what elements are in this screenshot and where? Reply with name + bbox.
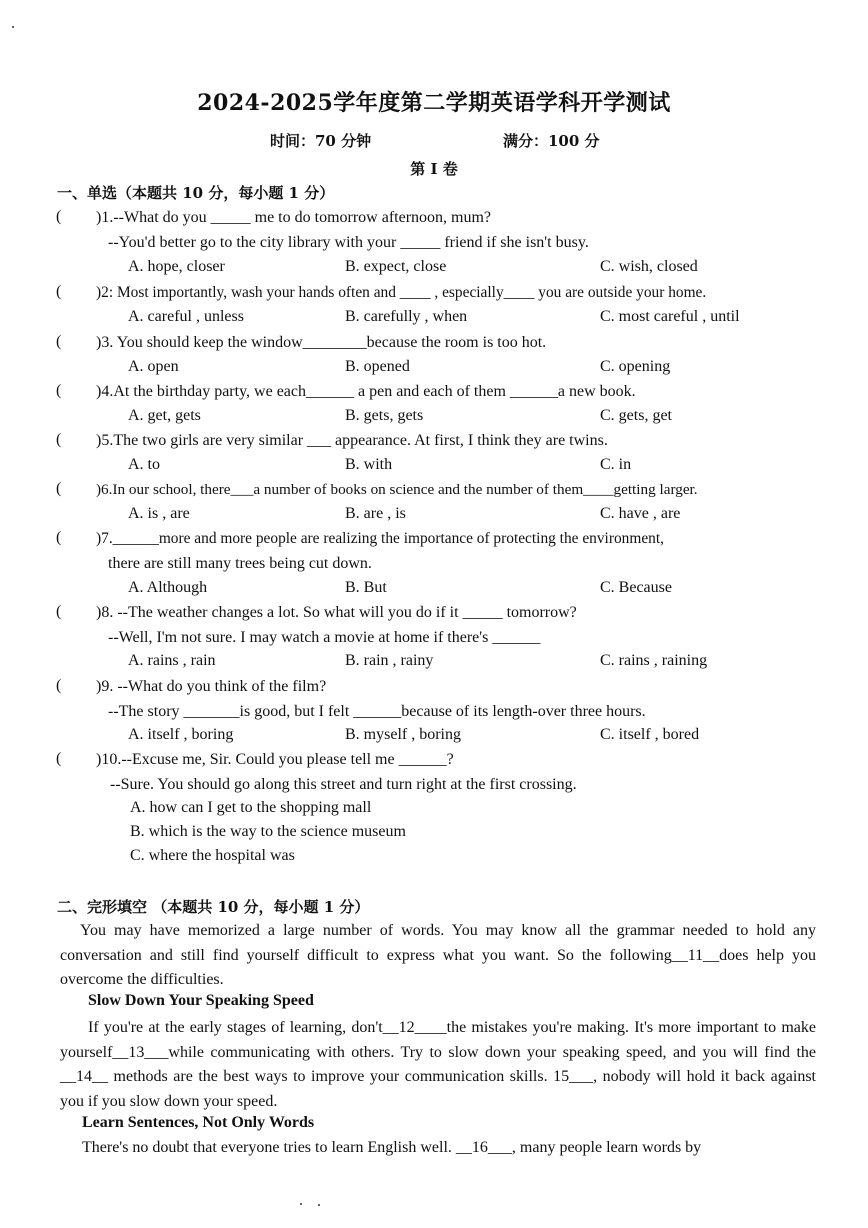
answer-paren: ( [56,431,62,448]
question-2-option-b: B. carefully , when [345,308,468,325]
answer-paren: ( [56,529,62,546]
question-10-option-b: B. which is the way to the science museum [130,823,406,840]
scan-speck [300,1203,302,1205]
volume-label: 第 I 卷 [410,160,458,178]
question-7-option-b: B. But [345,579,387,596]
question-2-option-c: C. most careful , until [600,308,740,325]
answer-paren: ( [56,480,62,497]
question-4-line-1: )4.At the birthday party, we each______ a pen and each of them ______a new book. [96,383,636,400]
cloze-paragraph-3: There's no doubt that everyone tries to learn English well. __16___, many people learn words by [82,1139,702,1156]
scan-speck [12,26,14,28]
question-1-option-b: B. expect, close [345,258,447,275]
question-7-line-1: )7.______more and more people are realizing the importance of protecting the environment, [96,530,664,547]
question-9-line-2: --The story _______is good, but I felt ______because of its length-over three hours. [108,703,646,720]
question-2-option-a: A. careful , unless [128,308,244,325]
question-1-option-c: C. wish, closed [600,258,698,275]
question-5-line-1: )5.The two girls are very similar ___ appearance. At first, I think they are twins. [96,432,608,449]
question-1-option-a: A. hope, closer [128,258,225,275]
answer-paren: ( [56,677,62,694]
question-10-option-c: C. where the hospital was [130,847,295,864]
answer-paren: ( [56,750,62,767]
question-5-option-a: A. to [128,456,160,473]
section2-heading: 二、完形填空 （本题共 10 分，每小题 1 分） [57,898,370,916]
question-3-option-c: C. opening [600,358,671,375]
question-6-line-1: )6.In our school, there___a number of books on science and the number of them____getting larger. [96,481,698,498]
cloze-subheading-1: Slow Down Your Speaking Speed [88,992,314,1009]
answer-paren: ( [56,333,62,350]
question-3-line-1: )3. You should keep the window________because the room is too hot. [96,334,547,351]
scan-speck [318,1204,320,1206]
question-7-option-c: C. Because [600,579,672,596]
question-7-line-2: there are still many trees being cut down. [108,555,372,572]
question-6-option-a: A. is , are [128,505,190,522]
question-9-option-a: A. itself , boring [128,726,234,743]
exam-title: 2024-2025学年度第二学期英语学科开学测试 [197,90,671,116]
question-2-line-1: )2: Most importantly, wash your hands often and ____ , especially____ you are outside your home. [96,284,707,301]
answer-paren: ( [56,283,62,300]
question-6-option-c: C. have , are [600,505,681,522]
question-8-option-c: C. rains , raining [600,652,708,669]
question-4-option-b: B. gets, gets [345,407,424,424]
question-1-line-2: --You'd better go to the city library with your _____ friend if she isn't busy. [108,234,589,251]
answer-paren: ( [56,382,62,399]
question-7-option-a: A. Although [128,579,208,596]
question-4-option-c: C. gets, get [600,407,672,424]
question-3-option-b: B. opened [345,358,410,375]
exam-score: 满分：100 分 [503,132,600,150]
question-5-option-b: B. with [345,456,393,473]
question-8-line-2: --Well, I'm not sure. I may watch a movie at home if there's ______ [108,629,541,646]
question-8-line-1: )8. --The weather changes a lot. So what will you do if it _____ tomorrow? [96,604,577,621]
question-6-option-b: B. are , is [345,505,406,522]
question-3-option-a: A. open [128,358,179,375]
question-1-line-1: )1.--What do you _____ me to do tomorrow afternoon, mum? [96,209,492,226]
question-8-option-b: B. rain , rainy [345,652,434,669]
question-10-line-1: )10.--Excuse me, Sir. Could you please tell me ______? [96,751,454,768]
question-9-option-c: C. itself , bored [600,726,700,743]
answer-paren: ( [56,208,62,225]
cloze-paragraph-1: You may have memorized a large number of words. You may know all the grammar needed to hold any conversation and still find yourself difficult to express what you want. So the following__11__does help you overcome the difficulties. [60,922,816,988]
question-8-option-a: A. rains , rain [128,652,216,669]
section1-heading: 一、单选（本题共 10 分，每小题 1 分） [57,184,335,202]
question-5-option-c: C. in [600,456,632,473]
question-9-option-b: B. myself , boring [345,726,461,743]
cloze-subheading-2: Learn Sentences, Not Only Words [82,1114,315,1131]
question-10-option-a: A. how can I get to the shopping mall [130,799,372,816]
answer-paren: ( [56,603,62,620]
question-10-line-2: --Sure. You should go along this street and turn right at the first crossing. [110,776,577,793]
cloze-paragraph-2: If you're at the early stages of learning, don't__12____the mistakes you're making. It's more important to make yourself__13___while communicating with others. Try to slow down your speaking speed, and you will find the __14__ methods are the best ways to improve your communication skills. 15___, nobody will hold it back against you if you slow down your speed. [60,1019,816,1110]
question-9-line-1: )9. --What do you think of the film? [96,678,327,695]
question-4-option-a: A. get, gets [128,407,201,424]
exam-time: 时间：70 分钟 [270,132,372,150]
